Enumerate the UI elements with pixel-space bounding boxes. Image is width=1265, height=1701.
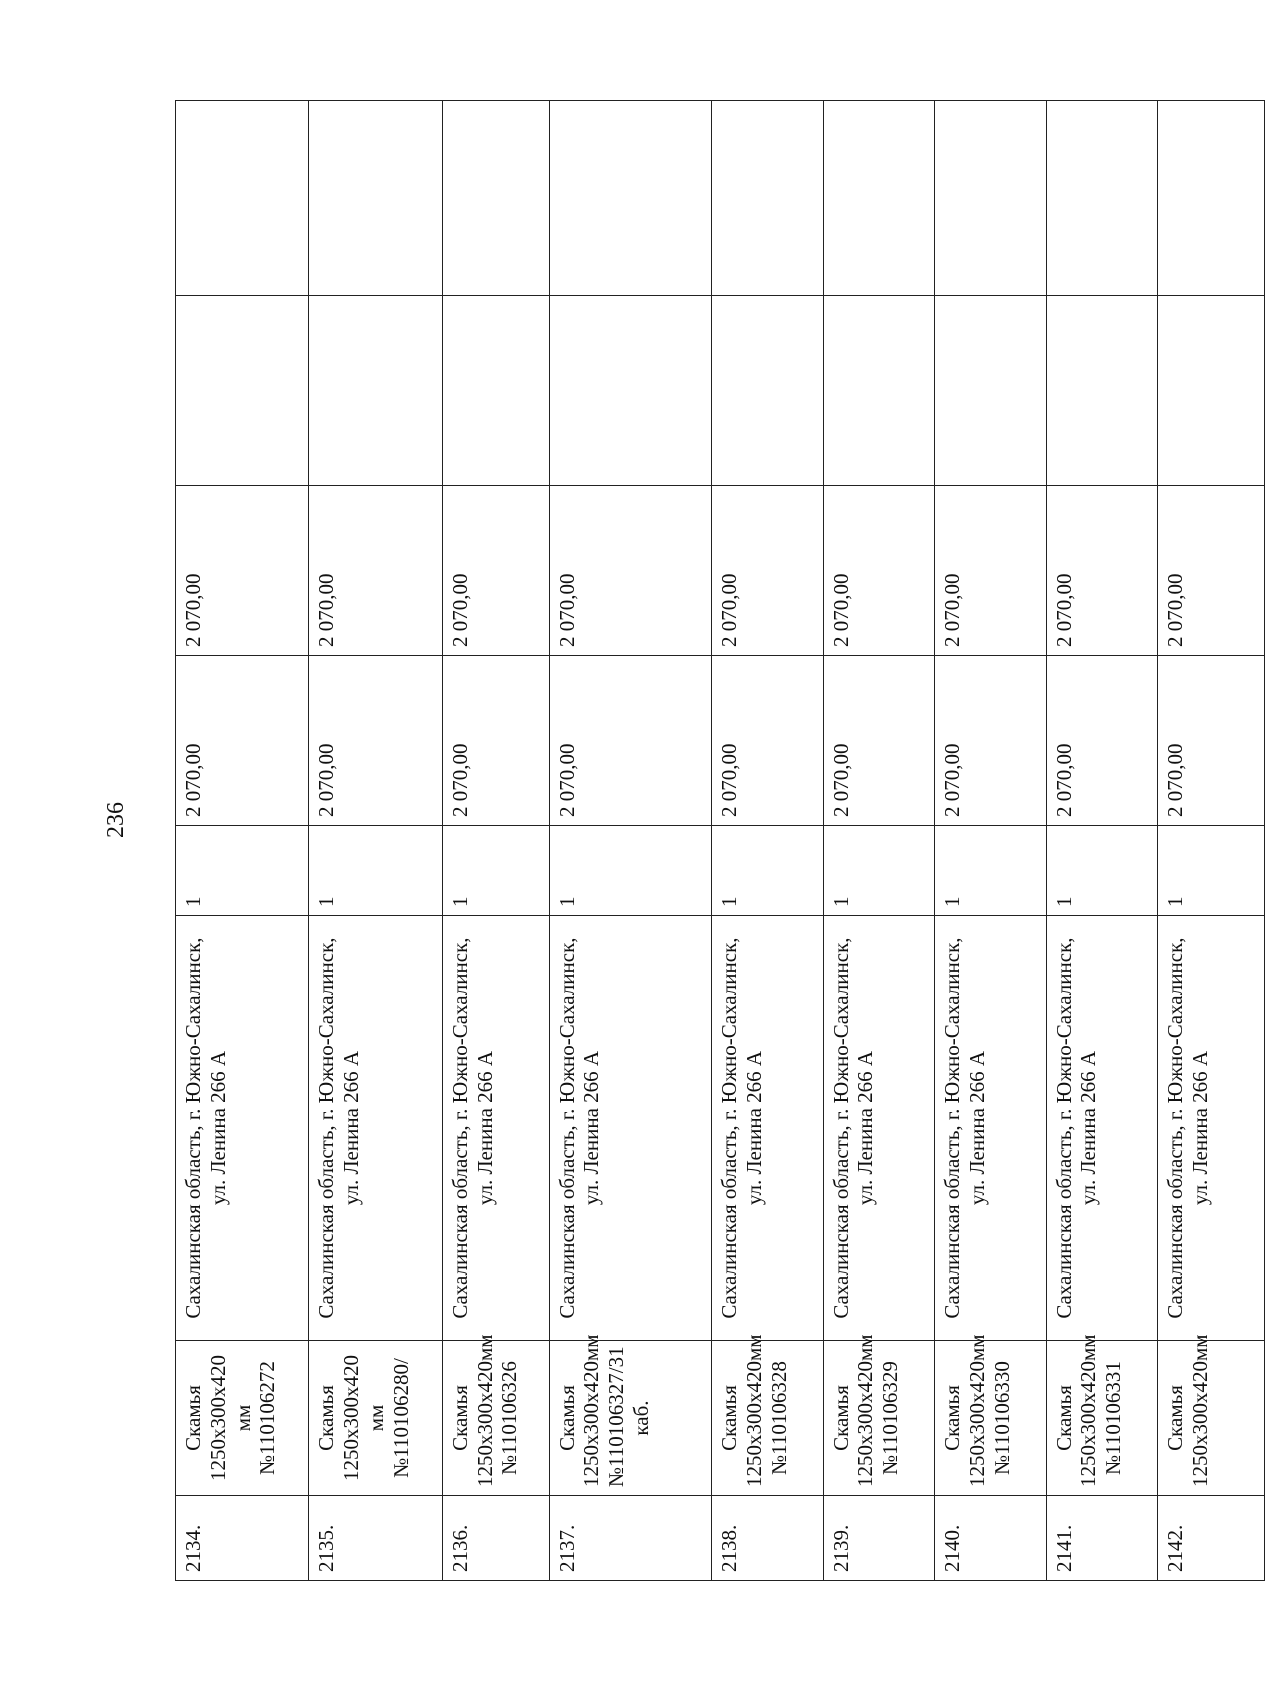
row-number: 2141. (1046, 1496, 1158, 1581)
item-name: Скамья 1250х300х420 мм №110106280/ (309, 1341, 442, 1496)
item-name: Скамья 1250х300х420 мм №110106272 (176, 1341, 309, 1496)
table-row (823, 101, 935, 1581)
item-address: Сахалинская область, г. Южно-Сахалинск, ул. Ленина 266 А (176, 916, 309, 1341)
item-extra-1 (823, 296, 935, 486)
item-name: Скамья 1250х300х420мм №110106329 (823, 1341, 935, 1496)
item-value-primary: 2 070,00 (1158, 656, 1265, 826)
item-extra-1 (712, 296, 824, 486)
rotated-table-wrapper (175, 101, 1265, 1581)
item-value-secondary: 2 070,00 (1158, 486, 1265, 656)
item-value-primary: 2 070,00 (176, 656, 309, 826)
item-name: Скамья 1250х300х420мм №110106326 (442, 1341, 549, 1496)
item-extra-2 (1046, 101, 1158, 296)
item-extra-1 (1046, 296, 1158, 486)
row-number: 2135. (309, 1496, 442, 1581)
table-row (1158, 101, 1265, 1581)
item-quantity: 1 (442, 826, 549, 916)
table-row (176, 101, 309, 1581)
item-address: Сахалинская область, г. Южно-Сахалинск, ул. Ленина 266 А (1046, 916, 1158, 1341)
asset-registry-table (175, 100, 1265, 1581)
item-address: Сахалинская область, г. Южно-Сахалинск, ул. Ленина 266 А (823, 916, 935, 1341)
item-address: Сахалинская область, г. Южно-Сахалинск, ул. Ленина 266 А (935, 916, 1047, 1341)
item-address: Сахалинская область, г. Южно-Сахалинск, ул. Ленина 266 А (309, 916, 442, 1341)
item-extra-2 (549, 101, 711, 296)
item-value-primary: 2 070,00 (823, 656, 935, 826)
page-number: 236 (102, 802, 129, 838)
item-quantity: 1 (823, 826, 935, 916)
item-extra-2 (309, 101, 442, 296)
item-value-secondary: 2 070,00 (442, 486, 549, 656)
item-quantity: 1 (1046, 826, 1158, 916)
table-row (442, 101, 549, 1581)
item-value-secondary: 2 070,00 (309, 486, 442, 656)
table-row (935, 101, 1047, 1581)
item-address: Сахалинская область, г. Южно-Сахалинск, ул. Ленина 266 А (549, 916, 711, 1341)
item-value-secondary: 2 070,00 (712, 486, 824, 656)
item-extra-1 (935, 296, 1047, 486)
item-value-primary: 2 070,00 (549, 656, 711, 826)
row-number: 2137. (549, 1496, 711, 1581)
item-value-secondary: 2 070,00 (176, 486, 309, 656)
item-value-secondary: 2 070,00 (935, 486, 1047, 656)
item-quantity: 1 (712, 826, 824, 916)
item-quantity: 1 (935, 826, 1047, 916)
item-extra-2 (935, 101, 1047, 296)
item-value-secondary: 2 070,00 (823, 486, 935, 656)
item-extra-2 (442, 101, 549, 296)
item-extra-2 (1158, 101, 1265, 296)
item-value-secondary: 2 070,00 (1046, 486, 1158, 656)
table-row (1046, 101, 1158, 1581)
row-number: 2138. (712, 1496, 824, 1581)
item-extra-1 (176, 296, 309, 486)
item-quantity: 1 (549, 826, 711, 916)
item-name: Скамья 1250х300х420мм №110106331 (1046, 1341, 1158, 1496)
table-row (309, 101, 442, 1581)
row-number: 2139. (823, 1496, 935, 1581)
item-name: Скамья 1250х300х420мм №110106328 (712, 1341, 824, 1496)
item-quantity: 1 (309, 826, 442, 916)
item-value-primary: 2 070,00 (309, 656, 442, 826)
item-quantity: 1 (176, 826, 309, 916)
item-extra-1 (1158, 296, 1265, 486)
item-extra-1 (442, 296, 549, 486)
item-value-primary: 2 070,00 (712, 656, 824, 826)
row-number: 2134. (176, 1496, 309, 1581)
row-number: 2140. (935, 1496, 1047, 1581)
item-name: Скамья 1250х300х420мм №110106330 (935, 1341, 1047, 1496)
item-value-primary: 2 070,00 (1046, 656, 1158, 826)
item-extra-1 (549, 296, 711, 486)
item-address: Сахалинская область, г. Южно-Сахалинск, ул. Ленина 266 А (712, 916, 824, 1341)
item-extra-2 (712, 101, 824, 296)
item-value-primary: 2 070,00 (442, 656, 549, 826)
row-number: 2142. (1158, 1496, 1265, 1581)
item-address: Сахалинская область, г. Южно-Сахалинск, ул. Ленина 266 А (1158, 916, 1265, 1341)
item-name: Скамья 1250х300х420мм №110106327/31 каб. (549, 1341, 711, 1496)
item-quantity: 1 (1158, 826, 1265, 916)
table-row (712, 101, 824, 1581)
item-extra-2 (823, 101, 935, 296)
item-extra-2 (176, 101, 309, 296)
item-value-primary: 2 070,00 (935, 656, 1047, 826)
row-number: 2136. (442, 1496, 549, 1581)
item-extra-1 (309, 296, 442, 486)
item-address: Сахалинская область, г. Южно-Сахалинск, ул. Ленина 266 А (442, 916, 549, 1341)
item-value-secondary: 2 070,00 (549, 486, 711, 656)
item-name: Скамья 1250х300х420мм (1158, 1341, 1265, 1496)
table-row (549, 101, 711, 1581)
